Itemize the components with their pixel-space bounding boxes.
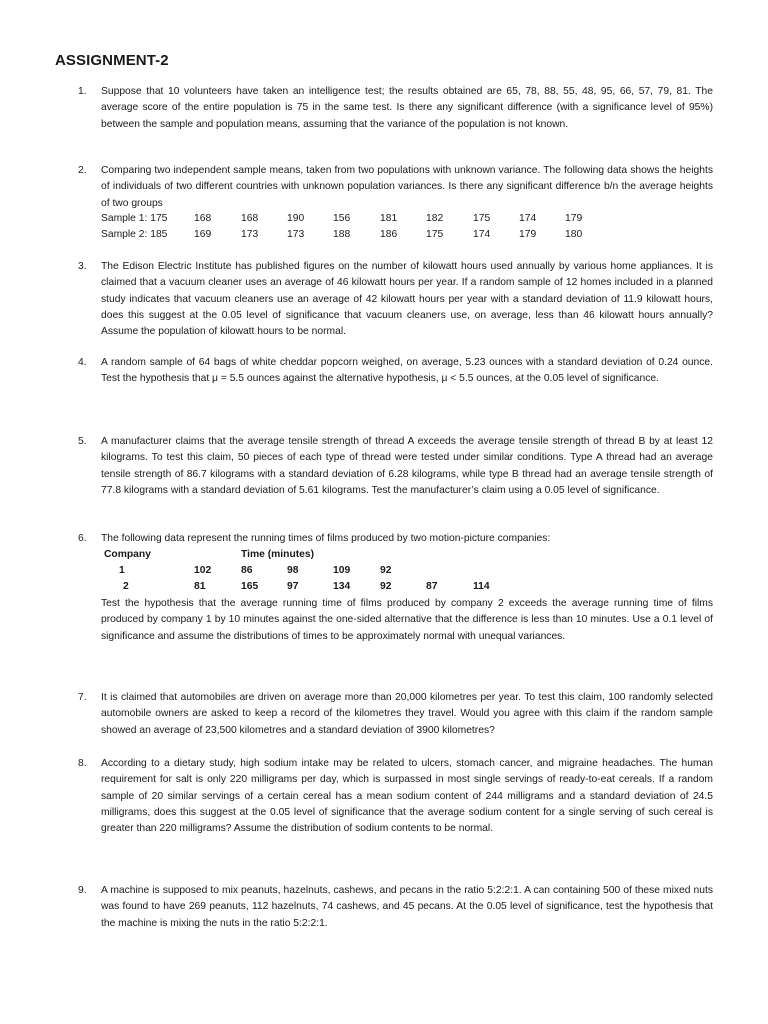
sample-value: 190	[287, 213, 305, 224]
question-number: 7.	[78, 692, 87, 703]
question-text-continued: Test the hypothesis that the average running time of films produced by company 2 exceeds the average running time of films produced by company 1 by 10 minutes against the one-sided alternative that the difference is less than 10 minutes. Use a 0.1 level of significance and assume the distributions of times to be approximately normal with unequal variances.	[101, 598, 713, 642]
time-value: 92	[380, 581, 392, 592]
question-number: 6.	[78, 533, 87, 544]
time-value: 92	[380, 565, 392, 576]
sample-value: 182	[426, 213, 444, 224]
sample-value: 168	[194, 213, 212, 224]
question-text: The following data represent the running times of films produced by two motion-picture companies:	[101, 533, 551, 544]
question-number: 1.	[78, 86, 87, 97]
sample-value: 179	[519, 229, 537, 240]
question-text: Comparing two independent sample means, taken from two populations with unknown variance. The following data shows the heights of individuals of two different countries with unknown population variances. Is there any significant difference b/n the average heights of two groups	[101, 165, 713, 209]
sample-value: 174	[473, 229, 491, 240]
sample-value: 179	[565, 213, 583, 224]
question-text: A machine is supposed to mix peanuts, hazelnuts, cashews, and pecans in the ratio 5:2:2:1. A can containing 500 of these mixed nuts was found to have 269 peanuts, 112 hazelnuts, 74 cashews, and 45 pecans. At the 0.05 level of significance, test the hypothesis that the machine is mixing the nuts in the ratio 5:2:2:1.	[101, 885, 713, 929]
question-text: The Edison Electric Institute has published figures on the number of kilowatt hours used annually by various home appliances. It is claimed that a vacuum cleaner uses an average of 46 kilowatt hours per year. If a random sample of 12 homes included in a planned study indicates that vacuum cleaners use an average of 42 kilowatt hours per year with a standard deviation of 11.9 kilowatt hours, does this suggest at the 0.05 level of significance that vacuum cleaners use, on average, less than 46 kilowatt hours annually? Assume the population of kilowatt hours to be normal.	[101, 261, 713, 338]
question-text: A manufacturer claims that the average tensile strength of thread A exceeds the average tensile strength of thread B by at least 12 kilograms. To test this claim, 50 pieces of each type of thread were tested under similar conditions. Type A thread had an average tensile strength of 86.7 kilograms with a standard deviation of 6.28 kilograms, while type B thread had an average tensile strength of 77.8 kilograms with a standard deviation of 5.61 kilograms. Test the manufacturer’s claim using a 0.05 level of significance.	[101, 436, 713, 496]
time-value: 86	[241, 565, 253, 576]
question-text: According to a dietary study, high sodium intake may be related to ulcers, stomach cancer, and migraine headaches. The human requirement for salt is only 220 milligrams per day, which is surpassed in most single servings of ready-to-eat cereals. If a random sample of 20 similar servings of a certain cereal has a mean sodium content of 244 milligrams and a standard deviation of 24.5 milligrams, does this suggest at the 0.05 level of significance that the average sodium content for a single serving of such cereal is greater than 220 milligrams? Assume the distribution of sodium contents to be normal.	[101, 758, 713, 835]
time-value: 114	[473, 581, 490, 592]
question-number: 2.	[78, 165, 87, 176]
question-text: It is claimed that automobiles are driven on average more than 20,000 kilometres per year. To test this claim, 100 randomly selected automobile owners are asked to keep a record of the kilometres they travel. Would you agree with this claim if the random sample showed an average of 23,500 kilometres and a standard deviation of 3900 kilometres?	[101, 692, 713, 736]
sample-value: 175	[473, 213, 491, 224]
sample-value: 173	[287, 229, 305, 240]
time-value: 109	[333, 565, 351, 576]
time-column-header: Time (minutes)	[241, 549, 315, 560]
company-id: 1	[119, 565, 125, 576]
time-value: 102	[194, 565, 212, 576]
sample-value: 188	[333, 229, 351, 240]
sample-label: Sample 2: 185	[101, 229, 168, 240]
company-id: 2	[123, 581, 129, 592]
question-number: 9.	[78, 885, 87, 896]
sample-value: 186	[380, 229, 398, 240]
time-value: 81	[194, 581, 206, 592]
sample-value: 181	[380, 213, 398, 224]
time-value: 134	[333, 581, 351, 592]
time-value: 97	[287, 581, 299, 592]
time-value: 98	[287, 565, 299, 576]
company-column-header: Company	[104, 549, 151, 560]
sample-label: Sample 1: 175	[101, 213, 168, 224]
question-number: 5.	[78, 436, 87, 447]
question-number: 8.	[78, 758, 87, 769]
time-value: 87	[426, 581, 438, 592]
question-number: 3.	[78, 261, 87, 272]
question-text: A random sample of 64 bags of white cheddar popcorn weighed, on average, 5.23 ounces with a standard deviation of 0.24 ounce. Test the hypothesis that μ = 5.5 ounces against the alternative hypothesis, μ < 5.5 ounces, at the 0.05 level of significance.	[101, 357, 713, 385]
time-value: 165	[241, 581, 259, 592]
sample-value: 180	[565, 229, 583, 240]
sample-value: 169	[194, 229, 212, 240]
sample-value: 175	[426, 229, 444, 240]
sample-value: 174	[519, 213, 537, 224]
sample-value: 168	[241, 213, 259, 224]
sample-value: 156	[333, 213, 351, 224]
page-title: ASSIGNMENT-2	[55, 52, 169, 69]
question-number: 4.	[78, 357, 87, 368]
sample-value: 173	[241, 229, 259, 240]
question-text: Suppose that 10 volunteers have taken an intelligence test; the results obtained are 65, 78, 88, 55, 48, 95, 66, 57, 79, 81. The average score of the entire population is 75 in the same test. Is there any significant difference (with a significance level of 95%) between the sample and population means, assuming that the variance of the population is not known.	[101, 86, 713, 130]
